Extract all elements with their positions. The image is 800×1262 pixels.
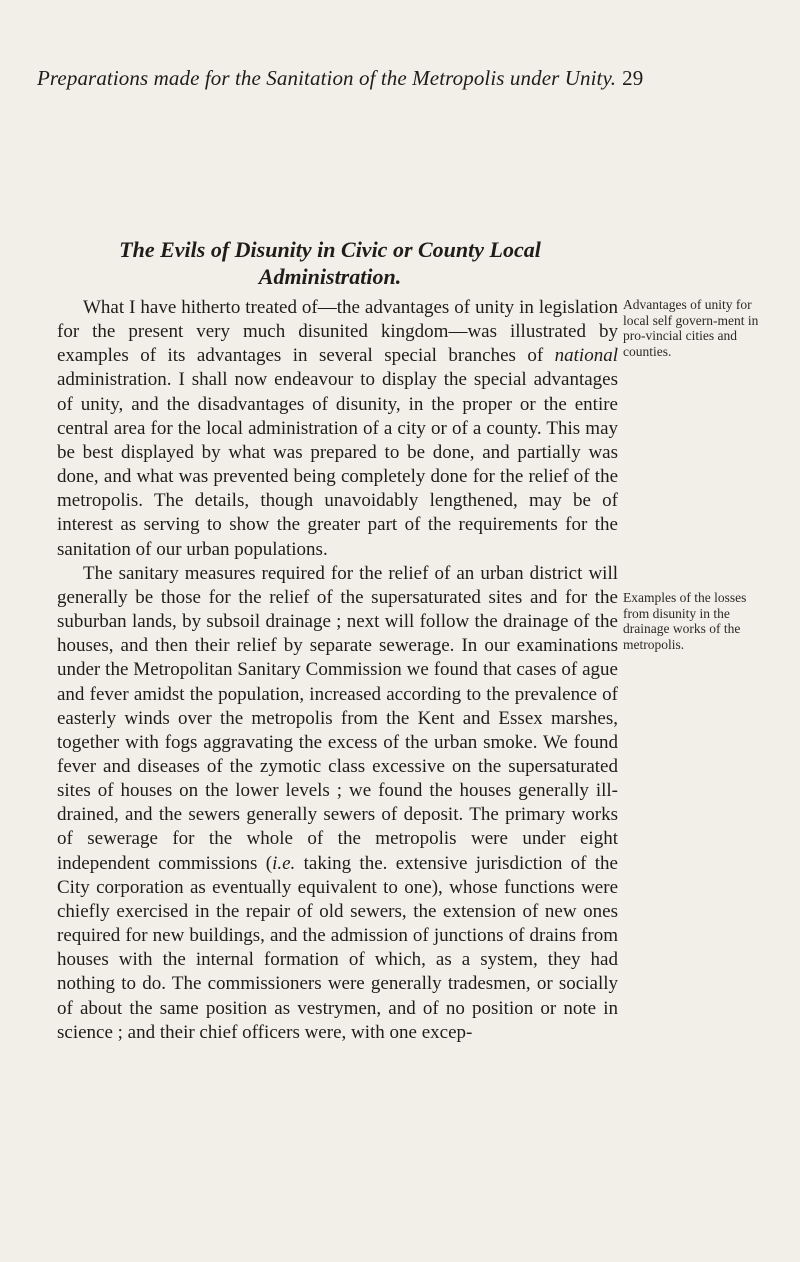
paragraph-2-part-a: The sanitary measures required for the relief of an urban district will generally be those for the relief of the supersaturated sites and for the suburban lands, by subsoil drainage ; next will follow the drainage of the houses, and then their relief by separate sewerage. In our examinations under the Metropolitan Sanitary Commission we found that cases of ague and fever amidst the population, increased according to the prevalence of easterly winds over the metropolis from the Kent and Essex marshes, together with fogs aggravating the excess of the urban smoke. We found fever and diseases of the zymotic class excessive on the supersaturated sites of houses on the lower levels ; we found the houses generally ill-drained, and the sewers generally sewers of deposit. The primary works of sewerage for the whole of the metropolis were under eight independent commissions ( [57, 562, 618, 874]
running-head [37, 66, 677, 91]
paragraph-2-part-b: taking the. extensive jurisdiction of the City corporation as eventually equivalent to one), whose functions were chiefly exercised in the repair of old sewers, the extension of new ones required for new buildings, and the admission of junctions of drains from houses with the internal formation of which, as a system, they had nothing to do. The commissioners were generally tradesmen, or socially of about the same position as vestrymen, and of no position or note in science ; and their chief officers were, with one excep- [57, 852, 618, 1043]
paragraph-2-emphasis: i.e. [272, 852, 296, 874]
running-title: Preparations made for the Sanitation of the Metropolis under Unity. [37, 66, 617, 90]
paragraph-1 [57, 296, 618, 562]
margin-note-2: Examples of the losses from disunity in the drainage works of the metropolis. [623, 590, 747, 652]
body-text [57, 296, 618, 1045]
section-title: The Evils of Disunity in Civic or County Local Administration. [119, 237, 541, 289]
paragraph-2 [57, 562, 618, 1045]
paragraph-1-part-a: What I have hitherto treated of—the advantages of unity in legislation for the present very much disunited kingdom—was illustrated by examples of its advantages in several special branches of [57, 297, 618, 367]
margin-note-1: Advantages of unity for local self govern-ment in pro-vincial cities and counties. [623, 297, 759, 359]
paragraph-1-emphasis: national [554, 345, 618, 367]
paragraph-1-part-b: administration. I shall now endeavour to display the special advantages of unity, and the disadvantages of disunity, in the proper or the entire central area for the local administration of a city or of a county. This may be best displayed by what was prepared to be done, and partially was done, and what was prevented being completely done for the relief of the metropolis. The details, though unavoidably lengthened, may be of interest as serving to show the greater part of the requirements for the sanitation of our urban populations. [57, 369, 618, 560]
page-number: 29 [622, 66, 644, 90]
